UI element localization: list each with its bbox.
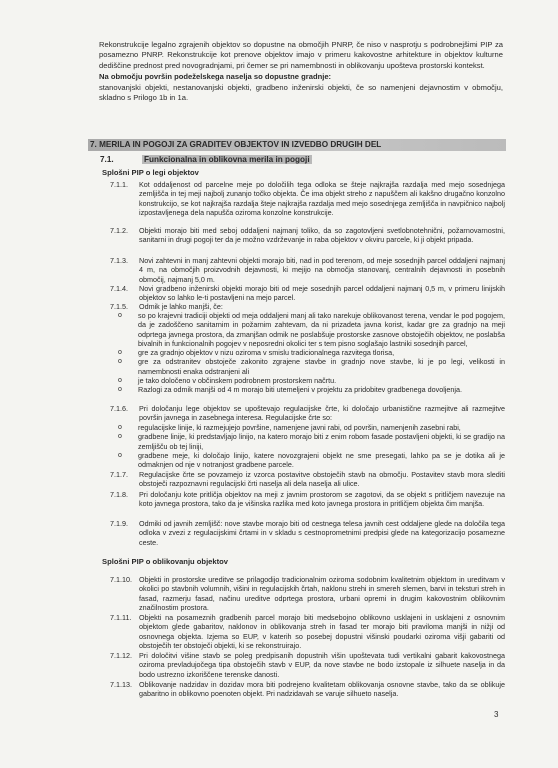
article-7-1-4 [110, 284, 505, 303]
article-7-1-9 [110, 519, 505, 547]
article-text: Objekti morajo biti med seboj oddaljeni najmanj toliko, da so zagotovljeni svetlobnotehnični, požarnovarnostni, sanitarni in drugi pogoji ter da je možno vzdrževanje in raba objektov v okviru parcele, ki ji objekt pripada. [139, 226, 505, 245]
article-text: Pri določitvi višine stavb se poleg predpisanih dopustnih višin upoštevata tudi vertikalni gabarit kakovostnega oziroma prevladujočega tipa obstoječih stavb v EUP, da nove stavbe ne bodo izstopale iz silhuete naselja in da bodo ustrezno izkoriščene terenske danosti. [139, 651, 505, 679]
list-item: o je tako določeno v občinskem podrobnem prostorskem načrtu. [118, 376, 505, 385]
article-number: 7.1.4. [110, 284, 128, 293]
article-number: 7.1.9. [110, 519, 128, 528]
article-text: Kot oddaljenost od parcelne meje po določilih tega odloka se šteje najkrajša razdalja med mejo sosednjega zemljišča in tej meji najbolj zunanjo točko objekta. Če ima objekt streho z napuščem ali kakšno drugačno konzolno konstrukcijo, se kot najkrajša razdalja šteje najkrajša razdalja med mejo sosednjega zemljišča in navpičnico najbolj izpostavljenega dela napušča oziroma konzolne konstrukcije. [139, 180, 505, 217]
article-7-1-2 [110, 226, 505, 245]
subheading-lega: Splošni PIP o legi objektov [102, 168, 199, 177]
article-text: Novi zahtevni in manj zahtevni objekti morajo biti, nad in pod terenom, od meje sosednjih parcel oddaljeni najmanj 4 m, na območjih proizvodnih dejavnosti, ki mejijo na območja stanovanj, centralnih dejavnosti in posebnih območij, najmanj 5,0 m. [139, 256, 505, 284]
article-7-1-7 [110, 470, 505, 489]
article-text: Objekti na posameznih gradbenih parcel morajo biti medsebojno oblikovno usklajeni in usklajeni z osnovnim objektom glede gabaritov, naklonov in oblikovanja streh in fasad ter morajo biti praviloma manjši in nižji od osnovnega objekta. Izjema so EUP, v katerih so posebej dopustni višinski poudarki oziroma višji gabariti od obstoječih ter obstoječi objekti, ki se rekonstruirajo. [139, 613, 505, 650]
list-item: o gre za gradnjo objektov v nizu oziroma v smislu tradicionalnega razvitega tlorisa, [118, 348, 505, 357]
article-text: Regulacijske črte se povzamejo iz vzorca postavitve obstoječih stavb na območju. Postavitev stavb mora slediti obstoječi razpoznavni regulacijski črti naselja ali dela naselja ali ulice. [139, 470, 505, 489]
article-number: 7.1.12. [110, 651, 132, 660]
article-text: Pri določanju kote pritličja objektov na meji z javnim prostorom se zagotovi, da se objekt s pritličjem navezuje na koto javnega prostora, tako da je višinska razlika med koto javnega prostora in pritličjem objekta čim manjša. [139, 490, 505, 509]
article-number: 7.1.10. [110, 575, 132, 584]
subsection-title: Funkcionalna in oblikovna merila in pogoji [144, 155, 310, 164]
list-item: o regulacijske linije, ki razmejujejo površine, namenjene javni rabi, od površin, namenjenih zasebni rabi, [118, 423, 505, 432]
intro-bold-heading: Na območju površin podeželskega naselja so dopustne gradnje: [99, 72, 332, 82]
section-7-heading: 7. MERILA IN POGOJI ZA GRADITEV OBJEKTOV IN IZVEDBO DRUGIH DEL [88, 139, 506, 151]
bullet-list-7-1-6 [118, 423, 505, 469]
intro-paragraph: Rekonstrukcije legalno zgrajenih objektov so dopustne na območjih PNRP, če niso v nasprotju s podrobnejšimi PIP za posamezno PNRP. Rekonstrukcije kot prenove objektov imajo v primeru kakovostne arhitekture in objektov kulturne dediščine prednost pred novogradnjami, pri čemer se pri namembnosti in oblikovanju upošteva prostorski kontekst. [99, 40, 503, 70]
article-7-1-3 [110, 256, 505, 284]
page-number: 3 [494, 710, 499, 719]
article-number: 7.1.6. [110, 404, 128, 413]
subsection-7-1-heading [100, 154, 312, 165]
article-text: Pri določanju lege objektov se upoštevajo regulacijske črte, ki določajo urbanistične razmejitve ali razmejitve površin javnega in zasebnega interesa. Regulacijske črte so: [139, 404, 505, 423]
intro-block [99, 40, 503, 103]
list-item: o so po krajevni tradiciji objekti od meja oddaljeni manj ali tako narekuje oblikovanost terena, vendar le pod pogojem, da je zadoščeno sanitarnim in požarnim zahtevam, da ni prizadeta javna korist, kadar gre za gradnjo na meji odprtega javnega prostora, da zmanjšan odmik ne poslabšuje prostorske zasnove obstoječih objektov, ne poslabša bivalnih in funkcionalnih pogojev v neposredni okolici ter s tem pisno soglašajo lastniki sosednjih parcel, [118, 311, 505, 348]
article-number: 7.1.13. [110, 680, 132, 689]
article-number: 7.1.8. [110, 490, 128, 499]
subsection-number: 7.1. [100, 155, 114, 164]
article-7-1-13 [110, 680, 505, 699]
article-number: 7.1.3. [110, 256, 128, 265]
article-number: 7.1.11. [110, 613, 132, 622]
list-item: o gre za odstranitev obstoječe zakonito zgrajene stavbe in gradnjo nove stavbe, ki je po legi, velikosti in namembnosti enaka odstranjeni ali [118, 357, 505, 376]
article-7-1-11 [110, 613, 505, 650]
list-item: o gradbene linije, ki predstavljajo linijo, na katero morajo biti z enim robom fasade postavljeni objekti, ki se gradijo na zemljišču ob tej liniji, [118, 432, 505, 451]
article-number: 7.1.2. [110, 226, 128, 235]
article-text: Novi gradbeno inženirski objekti morajo biti od meje sosednjih parcel oddaljeni najmanj 0,5 m, v primeru linijskih objektov so lahko le-ti postavljeni na mejo parcel. [139, 284, 505, 303]
article-number: 7.1.1. [110, 180, 128, 189]
list-item: o Razlogi za odmik manjši od 4 m morajo biti utemeljeni v projektu za pridobitev gradbenega dovoljenja. [118, 385, 505, 394]
article-text: Odmiki od javnih zemljišč: nove stavbe morajo biti od cestnega telesa javnih cest oddaljene glede na določila tega odloka v zvezi z regulacijskimi črtami in v skladu s cestnoprometnimi predpisi glede na kategorizacijo posamezne ceste. [139, 519, 505, 547]
article-number: 7.1.7. [110, 470, 128, 479]
intro-paragraph-2: stanovanjski objekti, nestanovanjski objekti, gradbeno inženirski objekti, če so namenjeni dejavnostim v območju, skladno s Prilogo 1b in 1a. [99, 82, 503, 103]
bullet-list-7-1-5 [118, 311, 505, 395]
article-7-1-12 [110, 651, 505, 679]
article-text: Objekti in prostorske ureditve se prilagodijo tradicionalnim oziroma sodobnim kvalitetnim objektom in ureditvam v okolici po stavbnih volumnih, višini in regulacijskih črtah, naklonu strehi in smereh slemen, barvi in teksturi streh in fasad, razmerju fasad, načinu ureditve odprtega prostora, urbani opremi in drugim kakovostnim oblikovnim značilnostim prostora. [139, 575, 505, 612]
article-7-1-8 [110, 490, 505, 509]
article-7-1-10 [110, 575, 505, 612]
subheading-oblikovanje: Splošni PIP o oblikovanju objektov [102, 557, 229, 566]
article-7-1-1 [110, 180, 505, 217]
article-7-1-6 [110, 404, 505, 423]
list-item: o gradbene meje, ki določajo linijo, katere novozgrajeni objekt ne sme presegati, lahko pa se je dotika ali je odmaknjen od nje v notranjost gradbene parcele. [118, 451, 505, 470]
article-number: 7.1.5. [110, 302, 128, 311]
article-7-1-5 [110, 302, 505, 311]
article-text: Odmik je lahko manjši, če: [139, 302, 223, 311]
article-text: Oblikovanje nadzidav in dozidav mora biti podrejeno kvalitetam oblikovanja osnovne stavbe, tako da se oblikuje gabaritno in oblikovno poenoten objekt. Pri nadzidavah se varuje silhueto naselja. [139, 680, 505, 699]
